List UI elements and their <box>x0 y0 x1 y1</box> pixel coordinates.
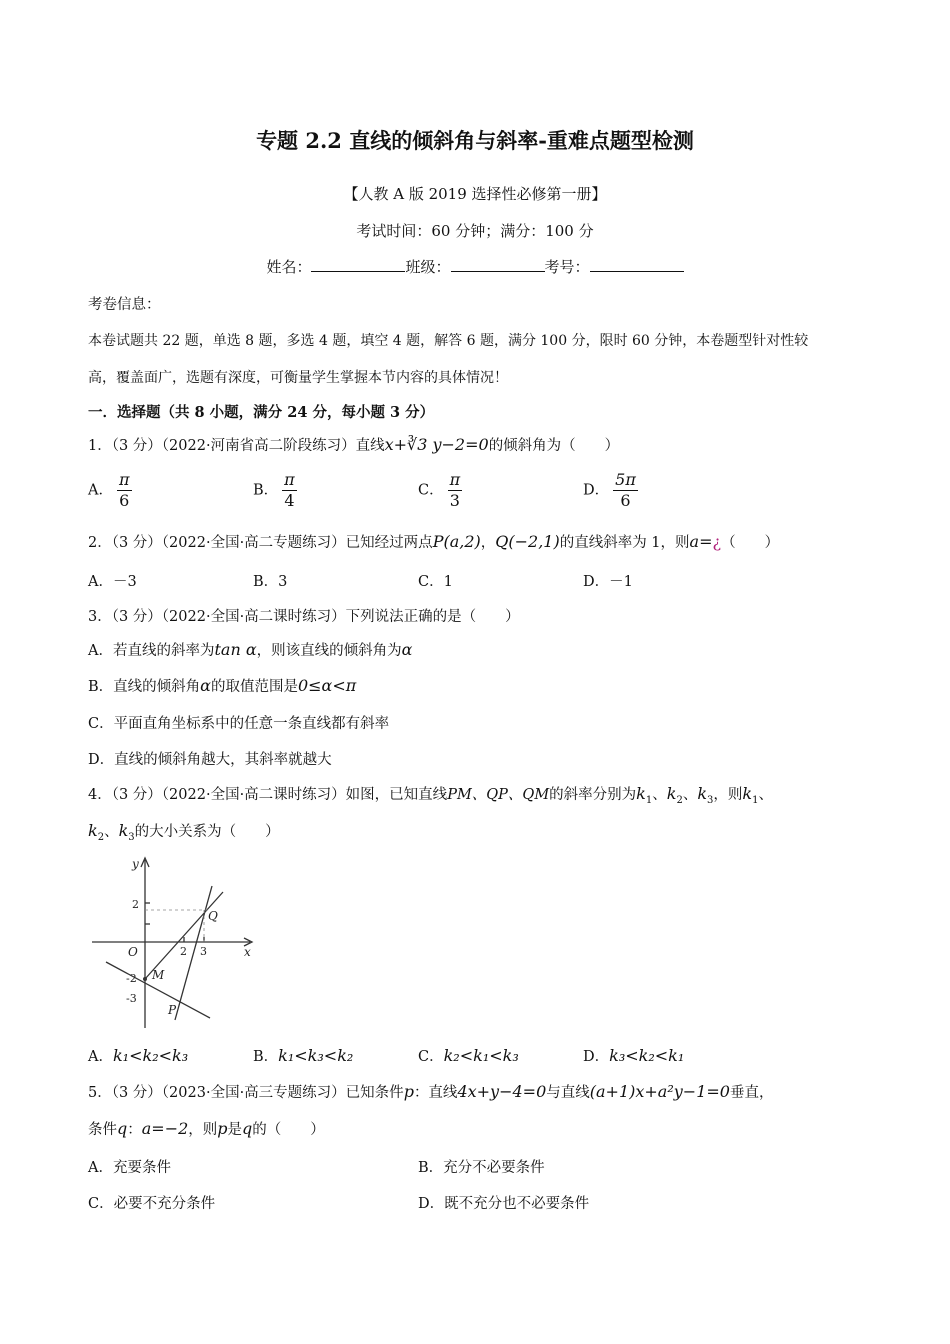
q4-option-a[interactable]: A．k₁<k₂<k₃ <box>88 1046 189 1065</box>
question-5-stem-line2: 条件q：a=−2，则p是q的（ ） <box>88 1119 325 1138</box>
name-blank <box>311 257 405 272</box>
q5-option-d[interactable]: D．既不充分也不必要条件 <box>418 1196 590 1212</box>
y-label: y <box>132 857 139 871</box>
question-4-stem: 4．（3 分）（2022·全国·高二课时练习）如图，已知直线PM、QP、QM的斜率分别为$k_1$、$k_2$、$k_3$，则$k_1$、 <box>88 784 773 806</box>
class-label: 班级： <box>405 258 451 276</box>
class-blank <box>451 257 545 272</box>
page-title: 专题 2.2 直线的倾斜角与斜率-重难点题型检测 <box>256 128 694 153</box>
q1-option-c[interactable]: C． $\frac{\pi}{3}$ <box>418 470 461 510</box>
line-qm <box>145 892 223 979</box>
question-2-stem: 2．（3 分）（2022·全国·高二专题练习）已知经过两点P(a,2)，Q(−2,1)的直线斜率为 1，则a=¿（ ） <box>88 532 780 551</box>
tick-label-m3: -3 <box>126 992 137 1005</box>
student-info-row <box>0 256 950 277</box>
q1-suffix: 的倾斜角为（ ） <box>488 438 620 454</box>
question-5-stem: 5．（3 分）（2023·全国·高三专题练习）已知条件p：直线4x+y−4=0与直线(a+1)x+a²y−1=0垂直， <box>88 1082 774 1101</box>
origin-label: O <box>128 945 138 959</box>
info-line-2: 高，覆盖面广，选题有深度，可衡量学生掌握本节内容的具体情况！ <box>88 370 508 386</box>
info-line-1: 本卷试题共 22 题，单选 8 题，多选 4 题，填空 4 题，解答 6 题，满分 100 分，限时 60 分钟，本卷题型针对性较 <box>88 333 809 349</box>
subtitle: 【人教 A 版 2019 选择性必修第一册】 <box>343 185 607 203</box>
q5-option-c[interactable]: C．必要不充分条件 <box>88 1196 216 1212</box>
coordinate-figure <box>88 852 268 1032</box>
tick-label-3x: 3 <box>200 945 207 958</box>
info-heading: 考卷信息： <box>88 297 161 313</box>
section-heading: 一．选择题（共 8 小题，满分 24 分，每小题 3 分） <box>88 404 435 421</box>
m-label: M <box>152 968 165 982</box>
id-blank <box>590 257 684 272</box>
q3-option-d[interactable]: D．直线的倾斜角越大，其斜率就越大 <box>88 752 332 768</box>
point-q: Q(−2,1) <box>495 532 560 551</box>
q3-option-b[interactable]: B．直线的倾斜角α的取值范围是0≤α<π <box>88 676 357 695</box>
q2-option-d[interactable]: D．－1 <box>583 574 633 590</box>
name-label: 姓名： <box>266 258 312 276</box>
q4-option-d[interactable]: D．k₃<k₂<k₁ <box>583 1046 685 1065</box>
id-label: 考号： <box>544 258 590 276</box>
q1-prefix: 1．（3 分）（2022·河南省高二阶段练习）直线 <box>88 438 385 454</box>
question-3-stem: 3．（3 分）（2022·全国·高二课时练习）下列说法正确的是（ ） <box>88 609 520 625</box>
q2-option-c[interactable]: C．1 <box>418 574 453 590</box>
q5-option-a[interactable]: A．充要条件 <box>88 1160 171 1176</box>
p-label: P <box>168 1003 177 1017</box>
question-4-stem-line2: $k_2$、$k_3$的大小关系为（ ） <box>88 821 280 843</box>
q5-option-b[interactable]: B．充分不必要条件 <box>418 1160 545 1176</box>
q1-option-d[interactable]: D． $\frac{5\pi}{6}$ <box>583 470 636 510</box>
tick-label-2x: 2 <box>180 945 187 958</box>
q4-option-c[interactable]: C．k₂<k₁<k₃ <box>418 1046 519 1065</box>
question-1-stem <box>88 434 619 455</box>
exam-info: 考试时间：60 分钟；满分：100 分 <box>356 222 594 240</box>
q1-option-a[interactable]: A． $\frac{\pi}{6}$ <box>88 470 130 510</box>
point-p: P(a,2) <box>432 532 481 551</box>
q4-option-b[interactable]: B．k₁<k₃<k₂ <box>253 1046 354 1065</box>
q2-option-a[interactable]: A．－3 <box>88 574 137 590</box>
x-label: x <box>244 945 251 959</box>
q1-option-b[interactable]: B． $\frac{\pi}{4}$ <box>253 470 295 510</box>
q1-equation: x+∛3 y−2=0 <box>384 435 489 454</box>
tick-label-m2: -2 <box>126 972 137 985</box>
q-label: Q <box>208 909 218 923</box>
tick-label-2y: 2 <box>132 898 139 911</box>
q2-option-b[interactable]: B．3 <box>253 574 288 590</box>
q3-option-c[interactable]: C．平面直角坐标系中的任意一条直线都有斜率 <box>88 716 390 732</box>
point-m <box>143 977 147 981</box>
q3-option-a[interactable]: A．若直线的斜率为tan α，则该直线的倾斜角为α <box>88 640 413 659</box>
